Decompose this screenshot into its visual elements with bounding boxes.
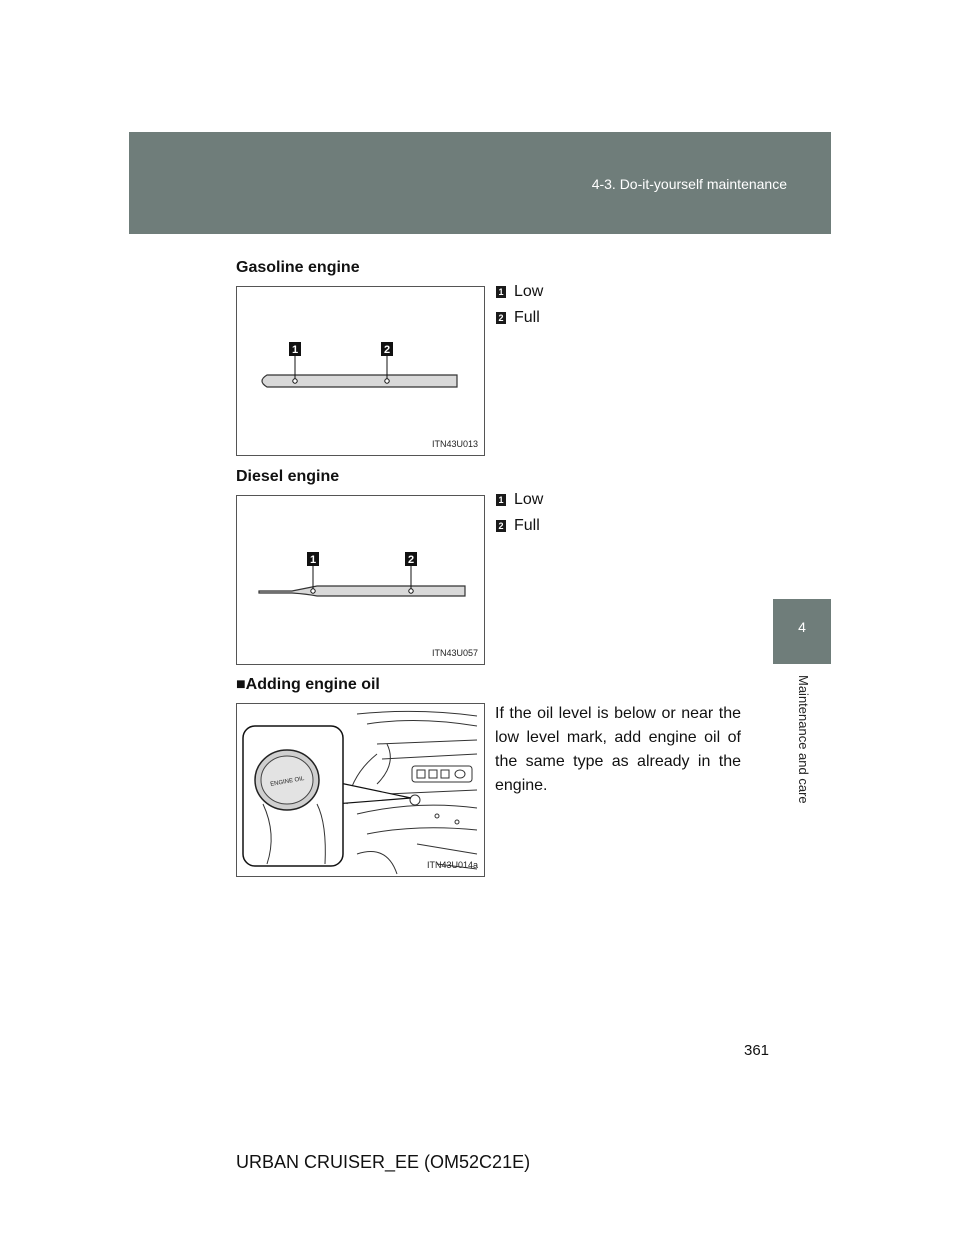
- gasoline-dipstick-figure: [236, 286, 485, 456]
- chapter-number: 4: [798, 619, 806, 635]
- legend-label: Low: [514, 283, 544, 300]
- legend-label: Full: [514, 517, 540, 534]
- marker-2-number: 2: [383, 344, 391, 356]
- diesel-dipstick-figure: [236, 495, 485, 665]
- legend-badge: 1: [496, 494, 506, 506]
- legend-label: Low: [514, 491, 544, 508]
- marker-2-dot: [409, 589, 413, 593]
- legend-badge: 2: [496, 312, 506, 324]
- gasoline-legend: [496, 279, 543, 331]
- marker-1-number: 1: [291, 344, 299, 356]
- figure-code: ITN43U014a: [426, 860, 478, 870]
- dipstick-shape: [262, 375, 457, 387]
- marker-1-number: 1: [309, 554, 317, 566]
- diesel-legend: [496, 487, 543, 539]
- page-number: 361: [744, 1042, 770, 1059]
- marker-1-dot: [311, 589, 315, 593]
- chapter-label: Maintenance and care: [796, 675, 811, 804]
- chapter-label-container: [790, 675, 812, 825]
- chapter-tab: [773, 599, 831, 664]
- legend-item: [496, 513, 543, 539]
- diesel-dipstick-illustration: [237, 496, 484, 664]
- gasoline-dipstick-illustration: [237, 287, 484, 455]
- adding-oil-heading: ■Adding engine oil: [236, 676, 380, 693]
- legend-item: [496, 279, 543, 305]
- diesel-heading: Diesel engine: [236, 468, 340, 485]
- legend-badge: 2: [496, 520, 506, 532]
- gasoline-heading: Gasoline engine: [236, 259, 360, 276]
- legend-label: Full: [514, 309, 540, 326]
- section-title: 4-3. Do-it-yourself maintenance: [591, 176, 787, 192]
- legend-item: [496, 305, 543, 331]
- oil-cap-label: ENGINE OIL: [269, 776, 305, 788]
- legend-item: [496, 487, 543, 513]
- dipstick-shape: [259, 586, 465, 596]
- header-band: [129, 132, 831, 234]
- document-footer: URBAN CRUISER_EE (OM52C21E): [236, 1152, 531, 1172]
- oil-cap-illustration: [237, 704, 484, 876]
- marker-1-dot: [293, 379, 297, 383]
- marker-2-dot: [385, 379, 389, 383]
- legend-badge: 1: [496, 286, 506, 298]
- adding-oil-instructions: If the oil level is below or near the low level mark, add engine oil of the same type as already in the engine.: [495, 705, 741, 794]
- figure-code: ITN43U057: [431, 648, 478, 658]
- oil-cap-figure: [236, 703, 485, 877]
- figure-code: ITN43U013: [431, 439, 478, 449]
- marker-2-number: 2: [407, 554, 415, 566]
